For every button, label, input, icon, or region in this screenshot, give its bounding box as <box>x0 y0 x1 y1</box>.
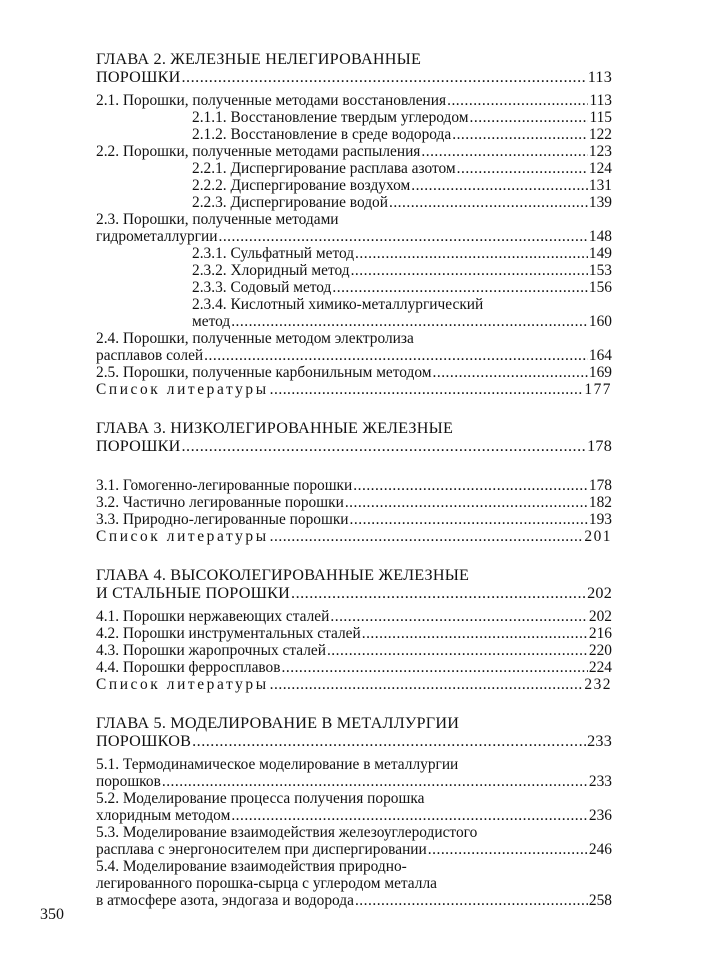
page-ref: 193 <box>588 511 612 528</box>
toc-entry-last-line-text: 2.1.1. Восстановление твердым углеродом <box>192 109 469 126</box>
chapter-heading-line: ГЛАВА 2. ЖЕЛЕЗНЫЕ НЕЛЕГИРОВАННЫЕ <box>96 50 422 68</box>
toc-entry[interactable] <box>96 245 612 262</box>
toc-entry-last-line <box>96 477 612 494</box>
page-ref: 115 <box>589 109 612 126</box>
leader-dots <box>192 733 586 751</box>
leader-dots <box>291 585 586 603</box>
chapter-heading-line: ГЛАВА 4. ВЫСОКОЛЕГИРОВАННЫЕ ЖЕЛЕЗНЫЕ <box>96 566 470 584</box>
page-ref: 124 <box>588 160 612 177</box>
toc-entry[interactable] <box>96 126 612 143</box>
leader-dots <box>355 892 588 909</box>
toc-entry[interactable] <box>96 642 612 659</box>
toc-entry-last-line <box>96 608 612 625</box>
leader-dots <box>411 177 588 194</box>
spacer <box>96 909 612 931</box>
page-ref: 220 <box>588 642 612 659</box>
toc-entry-last-line-text: гидрометаллургии <box>96 228 218 245</box>
chapter-heading-line: ГЛАВА 3. НИЗКОЛЕГИРОВАННЫЕ ЖЕЛЕЗНЫЕ <box>96 419 454 437</box>
page-ref: 169 <box>588 364 612 381</box>
chapter-heading[interactable] <box>96 715 612 750</box>
chapter-heading-last-line-text: И СТАЛЬНЫЕ ПОРОШКИ <box>96 583 291 602</box>
leader-dots <box>428 841 588 858</box>
page-ref: 232 <box>584 676 612 693</box>
leader-dots <box>457 160 588 177</box>
chapter-heading-last-line-text: ПОРОШКИ <box>96 67 181 86</box>
page-ref: 201 <box>584 528 612 545</box>
leader-dots <box>327 642 588 659</box>
toc-entry-last-line-text: метод <box>192 313 231 330</box>
toc-entry-last-line-text: 3.1. Гомогенно-легированные порошки <box>96 477 353 494</box>
chapter-section <box>96 715 612 931</box>
leader-dots <box>270 528 584 545</box>
toc-entry-last-line-text: 3.3. Природно-легированные порошки <box>96 511 349 528</box>
toc-entry-last-line <box>96 228 612 245</box>
toc-entry-last-line-text: 4.1. Порошки нержавеющих сталей <box>96 608 330 625</box>
toc-entry[interactable] <box>96 858 612 909</box>
leader-dots <box>350 511 588 528</box>
toc-entry-last-line-text: 2.1.2. Восстановление в среде водорода <box>192 126 452 143</box>
toc-entry[interactable] <box>96 494 612 511</box>
page-ref: 202 <box>587 583 612 602</box>
page-ref: 216 <box>588 625 612 642</box>
toc-entry-last-line <box>96 659 612 676</box>
toc-entry[interactable] <box>96 194 612 211</box>
toc-entry-last-line <box>96 625 612 642</box>
toc-entry-last-line-text: 3.2. Частично легированные порошки <box>96 494 344 511</box>
spacer <box>96 693 612 715</box>
toc-entry-last-line-text: хлоридным методом <box>96 807 231 824</box>
leader-dots <box>470 109 589 126</box>
page-ref: 156 <box>588 279 612 296</box>
page-ref: 131 <box>588 177 612 194</box>
leader-dots <box>218 228 587 245</box>
toc-entry-line: 2.3. Порошки, полученные методами <box>96 211 339 228</box>
toc-entry[interactable] <box>96 143 612 160</box>
leader-dots <box>231 313 588 330</box>
leader-dots <box>389 194 588 211</box>
leader-dots <box>447 92 588 109</box>
leader-dots <box>270 381 584 398</box>
toc-entry-last-line <box>96 347 612 364</box>
page-ref: 160 <box>588 313 612 330</box>
page-ref: 182 <box>588 494 612 511</box>
leader-dots <box>355 245 588 262</box>
references-entry <box>96 676 612 693</box>
leader-dots <box>421 143 588 160</box>
chapter-heading[interactable] <box>96 51 612 86</box>
toc-entry-last-line-text: 2.3.2. Хлоридный метод <box>192 262 350 279</box>
toc-entry-last-line-text: расплава с энергоносителем при диспергировании <box>96 841 427 858</box>
toc-entry-last-line-text: порошков <box>96 773 161 790</box>
page-ref: 113 <box>589 92 612 109</box>
toc-entry[interactable] <box>96 659 612 676</box>
page-ref: 149 <box>588 245 612 262</box>
toc-entry[interactable] <box>96 296 612 330</box>
leader-dots <box>433 364 588 381</box>
page-ref: 233 <box>587 731 612 750</box>
references-entry <box>96 528 612 545</box>
toc-entry-last-line-text: 4.2. Порошки инструментальных сталей <box>96 625 361 642</box>
chapter-section <box>96 420 612 567</box>
page-ref: 233 <box>588 773 612 790</box>
toc-entry[interactable] <box>96 160 612 177</box>
page-ref: 178 <box>587 436 612 455</box>
toc-entry-line: 5.3. Моделирование взаимодействия железоуглеродистого <box>96 824 478 841</box>
leader-dots <box>351 262 588 279</box>
toc-entry-last-line-text: 2.3.3. Содовый метод <box>192 279 332 296</box>
toc-entry-last-line <box>192 177 612 194</box>
chapter-heading-last-line <box>96 585 612 603</box>
page-ref: 164 <box>588 347 612 364</box>
toc-entry[interactable] <box>96 262 612 279</box>
toc-entry[interactable] <box>96 92 612 109</box>
toc-entry-last-line <box>96 511 612 528</box>
leader-dots <box>231 807 588 824</box>
leader-dots <box>452 126 588 143</box>
leader-dots <box>353 477 588 494</box>
toc-entry-last-line <box>192 245 612 262</box>
toc-entry-last-line-text: 2.2. Порошки, полученные методами распыления <box>96 143 421 160</box>
table-of-contents <box>96 51 612 931</box>
chapter-heading[interactable] <box>96 420 612 455</box>
toc-entry-last-line <box>96 642 612 659</box>
chapter-heading-last-line <box>96 438 612 456</box>
toc-entry-last-line-text: 2.2.1. Диспергирование расплава азотом <box>192 160 456 177</box>
page-ref: 224 <box>588 659 612 676</box>
page-ref: 236 <box>588 807 612 824</box>
page-number: 350 <box>40 906 64 923</box>
toc-entry-line: легированного порошка-сырца с углеродом металла <box>96 875 437 892</box>
references-entry-text: Список литературы <box>96 528 269 545</box>
toc-entry[interactable] <box>96 756 612 790</box>
toc-entry-last-line <box>192 279 612 296</box>
spacer <box>96 398 612 420</box>
page-ref: 178 <box>588 477 612 494</box>
leader-dots <box>182 438 587 456</box>
chapter-heading-last-line <box>96 69 612 87</box>
references-entry-text: Список литературы <box>96 676 269 693</box>
page-ref: 258 <box>588 892 612 909</box>
toc-entry-last-line <box>96 143 612 160</box>
references-entry-text: Список литературы <box>96 381 269 398</box>
toc-entry[interactable] <box>96 177 612 194</box>
chapter-heading-last-line <box>96 733 612 751</box>
page-ref: 153 <box>588 262 612 279</box>
toc-entry-line: 5.1. Термодинамическое моделирование в металлургии <box>96 756 459 773</box>
toc-entry-line: 5.2. Моделирование процесса получения порошка <box>96 790 425 807</box>
toc-entry[interactable] <box>96 109 612 126</box>
toc-entry-last-line <box>96 92 612 109</box>
toc-entry-last-line-text: 4.4. Порошки ферросплавов <box>96 659 281 676</box>
leader-dots <box>270 676 584 693</box>
toc-entry-last-line-text: 2.3.1. Сульфатный метод <box>192 245 355 262</box>
toc-entry-last-line-text: 2.5. Порошки, полученные карбонильным методом <box>96 364 432 381</box>
leader-dots <box>282 659 588 676</box>
page-ref: 139 <box>588 194 612 211</box>
toc-entry[interactable] <box>96 364 612 381</box>
page-ref: 122 <box>588 126 612 143</box>
toc-entry[interactable] <box>96 330 612 364</box>
toc-entry-line: 2.4. Порошки, полученные методом электролиза <box>96 330 414 347</box>
toc-entry-last-line <box>96 807 612 824</box>
toc-entry-last-line <box>192 126 612 143</box>
toc-entry[interactable] <box>96 477 612 494</box>
chapter-heading-line: ГЛАВА 5. МОДЕЛИРОВАНИЕ В МЕТАЛЛУРГИИ <box>96 714 460 732</box>
chapter-section <box>96 51 612 420</box>
page-ref: 148 <box>588 228 612 245</box>
spacer <box>96 455 612 477</box>
chapter-heading-last-line-text: ПОРОШКОВ <box>96 731 192 750</box>
toc-entry-last-line <box>96 892 612 909</box>
toc-entry-line: 5.4. Моделирование взаимодействия природно- <box>96 858 407 875</box>
leader-dots <box>332 279 588 296</box>
toc-entry-line: 2.3.4. Кислотный химико-металлургический <box>192 296 484 313</box>
leader-dots <box>182 69 587 87</box>
toc-entry[interactable] <box>96 511 612 528</box>
toc-entry-last-line <box>192 109 612 126</box>
toc-entry-last-line-text: в атмосфере азота, эндогаза и водорода <box>96 892 354 909</box>
references-entry <box>96 381 612 398</box>
toc-entry-last-line <box>96 773 612 790</box>
toc-entry[interactable] <box>96 608 612 625</box>
toc-entry[interactable] <box>96 824 612 858</box>
spacer <box>96 545 612 567</box>
chapter-section <box>96 567 612 715</box>
page-ref: 246 <box>588 841 612 858</box>
leader-dots <box>345 494 588 511</box>
toc-entry-last-line <box>96 494 612 511</box>
toc-entry-last-line <box>192 262 612 279</box>
toc-entry-last-line-text: 4.3. Порошки жаропрочных сталей <box>96 642 326 659</box>
toc-entry-last-line <box>96 841 612 858</box>
chapter-heading-last-line-text: ПОРОШКИ <box>96 436 181 455</box>
toc-entry-last-line-text: 2.2.3. Диспергирование водой <box>192 194 388 211</box>
page-ref: 202 <box>588 608 612 625</box>
page-ref: 123 <box>588 143 612 160</box>
toc-entry-last-line <box>192 194 612 211</box>
page-ref: 177 <box>584 381 612 398</box>
toc-entry-last-line <box>192 313 612 330</box>
chapter-heading[interactable] <box>96 567 612 602</box>
page-ref: 113 <box>587 67 612 86</box>
leader-dots <box>362 625 588 642</box>
toc-entry[interactable] <box>96 279 612 296</box>
toc-entry-last-line <box>96 364 612 381</box>
toc-entry[interactable] <box>96 790 612 824</box>
leader-dots <box>162 773 588 790</box>
leader-dots <box>204 347 588 364</box>
toc-entry[interactable] <box>96 211 612 245</box>
toc-entry-last-line <box>192 160 612 177</box>
toc-entry-last-line-text: 2.2.2. Диспергирование воздухом <box>192 177 411 194</box>
toc-entry[interactable] <box>96 625 612 642</box>
leader-dots <box>330 608 588 625</box>
toc-entry-last-line-text: расплавов солей <box>96 347 204 364</box>
toc-entry-last-line-text: 2.1. Порошки, полученные методами восстановления <box>96 92 447 109</box>
